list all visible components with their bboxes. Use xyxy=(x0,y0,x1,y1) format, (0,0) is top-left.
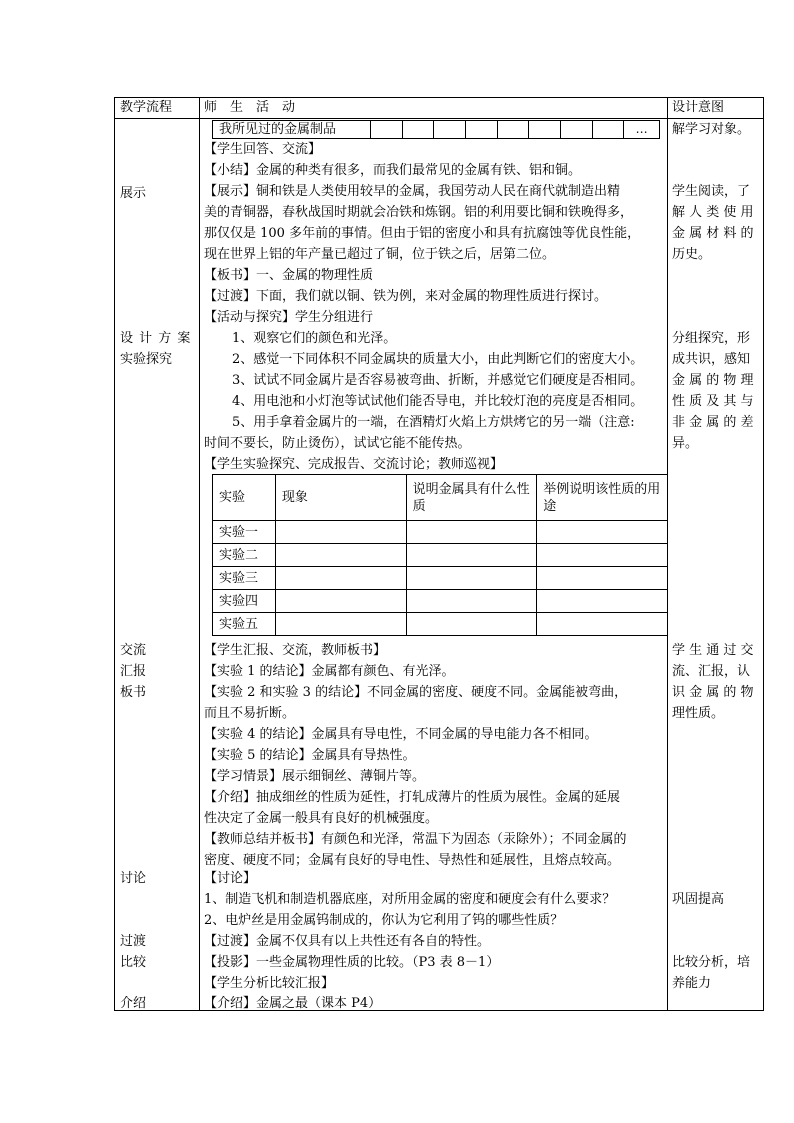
text-line: 【小结】金属的种类有很多，而我们最常见的金属有铁、铝和铜。 xyxy=(204,163,582,178)
stage-design: 设 计 方 案 xyxy=(120,331,192,346)
intent-text: 流、汇报，认 xyxy=(672,664,751,679)
intent-text: 性 质 及 其 与 xyxy=(672,394,754,409)
text-line: 【介绍】金属之最（课本 P4） xyxy=(204,996,382,1011)
text-line: 【学习情景】展示细铜丝、薄铜片等。 xyxy=(204,769,426,784)
text-line: 【实验 2 和实验 3 的结论】不同金属的密度、硬度不同。金属能被弯曲， xyxy=(204,685,628,700)
text-line: 美的青铜器，春秋战国时期就会冶铁和炼钢。铝的利用要比铜和铁晚得多， xyxy=(204,205,634,220)
stage-discuss: 讨论 xyxy=(120,871,147,886)
exp-row-label: 实验五 xyxy=(213,613,276,636)
header-activity: 师 生 活 动 xyxy=(204,100,296,115)
text-line: 【讨论】 xyxy=(204,871,257,886)
exp-row-label: 实验三 xyxy=(213,567,276,590)
metal-products-label: 我所见过的金属制品 xyxy=(213,121,371,139)
intent-text: 学生阅读，了 xyxy=(672,184,751,199)
activity-step: 4、用电池和小灯泡等试试他们能否导电，并比较灯泡的亮度是否相同。 xyxy=(232,394,644,409)
stage-display: 展示 xyxy=(120,186,147,201)
exp-row-label: 实验四 xyxy=(213,590,276,613)
text-line: 【学生分析比较汇报】 xyxy=(204,976,335,991)
header-process: 教学流程 xyxy=(120,100,173,115)
intent-text: 巩固提高 xyxy=(672,892,725,907)
text-line: 【过渡】金属不仅具有以上共性还有各自的特性。 xyxy=(204,934,491,949)
exp-header-cell: 实验 xyxy=(213,475,276,521)
text-line: 【实验 4 的结论】金属具有导电性，不同金属的导电能力各不相同。 xyxy=(204,727,598,742)
text-line: 现在世界上铝的年产量已超过了铜，位于铁之后，居第二位。 xyxy=(204,247,556,262)
text-line: 那仅仅是 100 多年前的事情。但由于铝的密度小和具有抗腐蚀等优良性能， xyxy=(204,226,641,241)
stage-board: 板书 xyxy=(120,685,147,700)
header-intent: 设计意图 xyxy=(672,100,725,115)
activity-step: 1、观察它们的颜色和光泽。 xyxy=(232,331,397,346)
text-line: 【介绍】抽成细丝的性质为延性，打轧成薄片的性质为展性。金属的延展 xyxy=(204,790,621,805)
intent-text: 成共识，感知 xyxy=(672,352,751,367)
text-line: 1、制造飞机和制造机器底座，对所用金属的密度和硬度会有什么要求？ xyxy=(204,892,616,907)
exp-header-cell: 现象 xyxy=(275,475,406,521)
text-line: 性决定了金属一般具有良好的机械强度。 xyxy=(204,811,439,826)
metal-products-table xyxy=(212,120,660,139)
intent-text: 金 属 的 物 理 xyxy=(672,373,754,388)
stage-report: 汇报 xyxy=(120,664,147,679)
lesson-table xyxy=(114,97,764,1011)
exp-row-label: 实验一 xyxy=(213,521,276,544)
text-line: 【教师总结并板书】有颜色和光泽，常温下为固态（汞除外）；不同金属的 xyxy=(204,832,627,847)
intent-text: 金 属 材 料 的 xyxy=(672,226,754,241)
experiment-table xyxy=(212,474,668,636)
activity-step: 2、感觉一下同体积不同金属块的质量大小，由此判断它们的密度大小。 xyxy=(232,352,644,367)
text-line: 2、电炉丝是用金属钨制成的，你认为它利用了钨的哪些性质？ xyxy=(204,913,564,928)
intent-text: 理性质。 xyxy=(672,706,725,721)
text-line: 而且不易折断。 xyxy=(204,706,296,721)
intent-text: 异。 xyxy=(672,436,699,451)
stage-compare: 比较 xyxy=(120,955,147,970)
intent-text: 分组探究，形 xyxy=(672,331,751,346)
text-line: 【实验 1 的结论】金属都有颜色、有光泽。 xyxy=(204,664,455,679)
text-line: 时间不要长，防止烫伤），试试它能不能传热。 xyxy=(204,436,471,451)
intent-text: 养能力 xyxy=(672,976,712,991)
exp-row-label: 实验二 xyxy=(213,544,276,567)
column-divider xyxy=(199,98,200,1010)
intent-text: 解 人 类 使 用 xyxy=(672,205,754,220)
text-line: 密度、硬度不同；金属有良好的导电性、导热性和延展性，且熔点较高。 xyxy=(204,853,621,868)
text-line: 【实验 5 的结论】金属具有导热性。 xyxy=(204,748,416,763)
intent-text: 比较分析，培 xyxy=(672,955,751,970)
intent-text: 解学习对象。 xyxy=(672,122,751,137)
ellipsis-cell: … xyxy=(624,121,660,139)
text-line: 【展示】铜和铁是人类使用较早的金属，我国劳动人民在商代就制造出精 xyxy=(204,184,621,199)
text-line: 【学生回答、交流】 xyxy=(204,142,322,157)
stage-experiment: 实验探究 xyxy=(120,352,173,367)
header-divider xyxy=(115,118,763,119)
intent-text: 非 金 属 的 差 xyxy=(672,415,754,430)
text-line: 【板书】一、金属的物理性质 xyxy=(204,268,374,283)
text-line: 【投影】一些金属物理性质的比较。（P3 表 8－1） xyxy=(204,955,500,970)
text-line: 【学生汇报、交流，教师板书】 xyxy=(204,643,387,658)
text-line: 【过渡】下面，我们就以铜、铁为例，来对金属的物理性质进行探讨。 xyxy=(204,289,608,304)
stage-exchange: 交流 xyxy=(120,643,147,658)
intent-text: 历史。 xyxy=(672,247,712,262)
exp-header-cell: 举例说明该性质的用途 xyxy=(537,475,668,521)
stage-introduce: 介绍 xyxy=(120,996,147,1011)
stage-transition: 过渡 xyxy=(120,934,147,949)
activity-step: 5、用手拿着金属片的一端，在酒精灯火焰上方烘烤它的另一端（注意: xyxy=(232,415,635,430)
intent-text: 识 金 属 的 物 xyxy=(672,685,754,700)
activity-step: 3、试试不同金属片是否容易被弯曲、折断，并感觉它们硬度是否相同。 xyxy=(232,373,644,388)
exp-header-cell: 说明金属具有什么性质 xyxy=(406,475,537,521)
text-line: 【活动与探究】学生分组进行 xyxy=(204,310,374,325)
text-line: 【学生实验探究、完成报告、交流讨论；教师巡视】 xyxy=(204,457,504,472)
intent-text: 学 生 通 过 交 xyxy=(672,643,754,658)
